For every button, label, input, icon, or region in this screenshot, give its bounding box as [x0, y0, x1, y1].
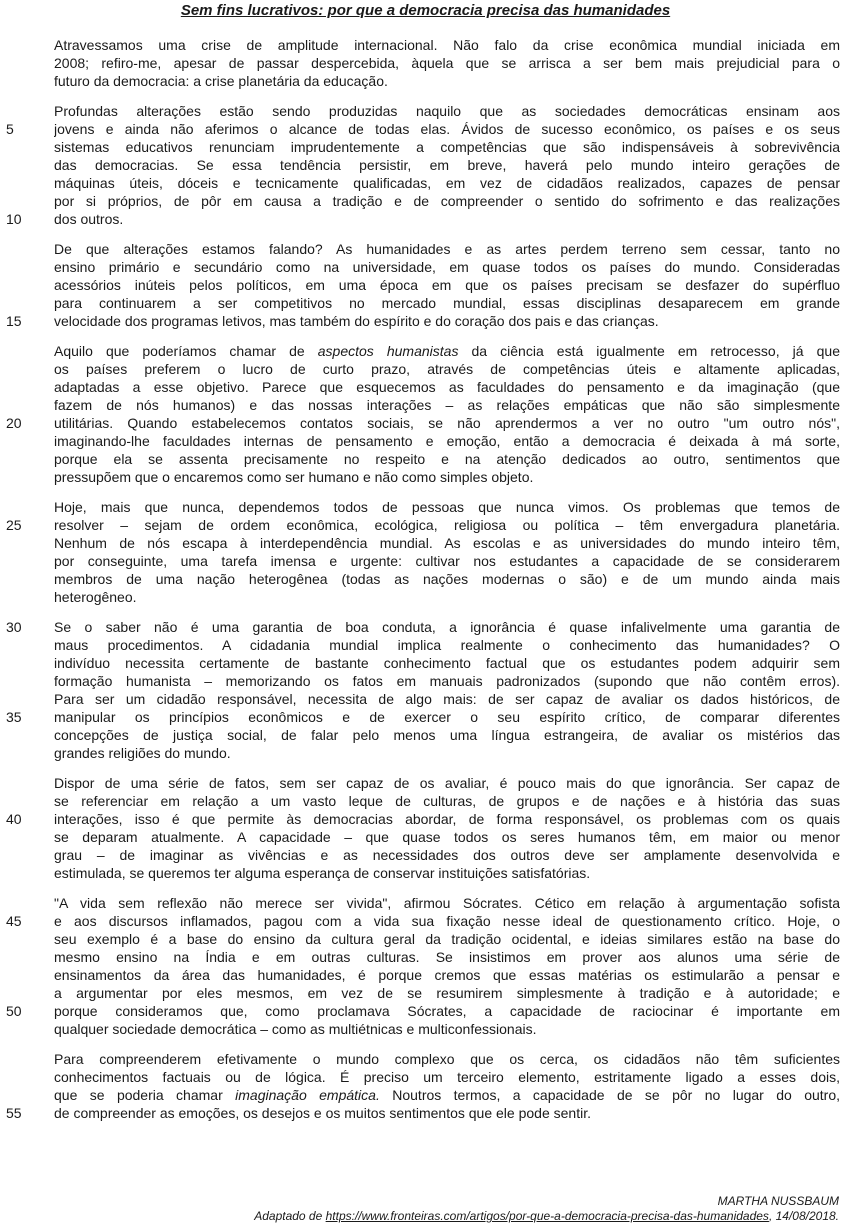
text-run: Aquilo que poderíamos chamar de: [54, 343, 305, 359]
text-line: Para compreenderem efetivamente o mundo complexo que os cerca, os cidadãos não têm suficientes: [54, 1051, 840, 1067]
source-link[interactable]: https://www.fronteiras.com/artigos/por-que-a-democracia-precisa-das-humanidades: [325, 1209, 769, 1223]
text-line: para continuarem a ser competitivos no mercado mundial, essas disciplinas desaparecem em grande: [54, 295, 840, 311]
text-line: grandes religiões do mundo.: [54, 745, 231, 761]
text-line: sistemas educativos renunciam imprudentemente a competências que são indispensáveis à sobrevivência: [54, 139, 840, 155]
text-line: mesmo ensino na Índia e em outras culturas. Se insistimos em prover aos alunos uma série de: [54, 949, 840, 965]
text-line: Para ser um cidadão responsável, necessita de algo mais: de ser capaz de avaliar os dados históricos, de: [54, 691, 840, 707]
text-line: membros de uma nação heterogênea (todas as nações modernas o são) e de um mundo ainda mais: [54, 571, 840, 587]
text-line: por si próprios, de pôr em causa a tradição e de compreender o sentido do sofrimento e das realizações: [54, 193, 840, 209]
source-citation: [254, 1209, 839, 1224]
text-line: De que alterações estamos falando? As humanidades e as artes perdem terreno sem cessar, tanto no: [54, 241, 840, 257]
line-number: 50: [6, 1003, 22, 1019]
text-line: Se o saber não é uma garantia de boa conduta, a ignorância é quase infalivelmente uma garantia de: [54, 619, 840, 635]
text-line: futuro da democracia: a crise planetária da educação.: [54, 73, 388, 89]
text-line: velocidade dos programas letivos, mas também do espírito e do coração dos pais e das crianças.: [54, 313, 659, 329]
text-line: jovens e ainda não aferimos o alcance de todas elas. Ávidos de sucesso econômico, os países e os seus: [54, 121, 840, 137]
text-line: porque ela se assenta precisamente no respeito e na atenção dedicados ao outro, sentimentos que: [54, 451, 840, 467]
line-number: 20: [6, 415, 22, 431]
text-line: concepções de justiça social, de falar pelo menos uma língua estrangeira, de avaliar os mistérios das: [54, 727, 840, 743]
text-line: ensinamentos da área das humanidades, é porque cremos que essas matérias os estimularão a pensar e: [54, 967, 840, 983]
text-line: imaginando-lhe faculdades internas de pensamento e emoção, então a democracia é deixada à má sorte,: [54, 433, 840, 449]
text-line: das democracias. Se essa tendência persistir, em breve, haverá pelo mundo inteiro gerações de: [54, 157, 840, 173]
text-line: pressupõem que o encaremos como ser humano e não como simples objeto.: [54, 469, 534, 485]
text-line: se deparam atualmente. A capacidade – que quase todos os seres humanos têm, em maior ou menor: [54, 829, 840, 845]
text-line: conhecimentos factuais ou de lógica. É preciso um terceiro elemento, estritamente ligado a esses dois,: [54, 1069, 840, 1085]
text-line: e aos discursos inflamados, pagou com a vida sua fixação nesse ideal de questionamento crítico. Hoje, o: [54, 913, 840, 929]
text-line: seu exemplo é a base do ensino da cultura geral da tradição ocidental, e ideias similares estão na base do: [54, 931, 840, 947]
source-date: , 14/08/2018.: [768, 1209, 839, 1223]
text-line: a argumentar por eles mesmos, em vez de se resumirem simplesmente à tradição e à autoridade; e: [54, 985, 840, 1001]
text-line: indivíduo necessita certamente de bastante conhecimento factual que os estudantes podem adquirir sem: [54, 655, 840, 671]
line-number: 30: [6, 619, 22, 635]
line-number: 25: [6, 517, 22, 533]
text-line: "A vida sem reflexão não merece ser vivida", afirmou Sócrates. Cético em relação à argumentação sofista: [54, 895, 840, 911]
line-number: 15: [6, 313, 22, 329]
line-number: 45: [6, 913, 22, 929]
text-line: manipular os princípios econômicos e de exercer o seu espírito crítico, de comparar diferentes: [54, 709, 840, 725]
text-run: que se poderia chamar: [54, 1087, 223, 1103]
page-title: Sem fins lucrativos: por que a democracia precisa das humanidades: [180, 2, 671, 19]
text-line: grau – de imaginar as vivências e as necessidades dos outros deve ser amplamente desenvolvida e: [54, 847, 840, 863]
source-prefix: Adaptado de: [254, 1209, 323, 1223]
text-line: maus procedimentos. A cidadania mundial implica realmente o conhecimento das humanidades? O: [54, 637, 840, 653]
text-line: [54, 342, 840, 360]
text-line: por conseguinte, uma tarefa imensa e urgente: cultivar nos estudantes a capacidade de se considerarem: [54, 553, 840, 569]
text-line: Nenhum de nós escapa à interdependência mundial. As escolas e as universidades do mundo inteiro têm,: [54, 535, 840, 551]
text-line: porque consideramos que, como proclamava Sócrates, a capacidade de raciocinar é importante em: [54, 1003, 840, 1019]
text-line: estimulada, se queremos ter alguma esperança de conservar instituições satisfatórias.: [54, 865, 591, 881]
text-line: Profundas alterações estão sendo produzidas naquilo que as sociedades democráticas ensinam aos: [54, 103, 840, 119]
text-run: Noutros termos, a capacidade de se pôr no lugar do outro,: [392, 1087, 840, 1103]
text-line: utilitárias. Quando estabelecemos contatos sociais, se não aprendermos a ver no outro "um outro nós",: [54, 415, 840, 431]
line-number: 5: [6, 121, 14, 137]
text-line: de compreender as emoções, os desejos e os muitos sentimentos que ele pode sentir.: [54, 1105, 591, 1121]
text-line: Dispor de uma série de fatos, sem ser capaz de os avaliar, é pouco mais do que ignorância. Ser capaz de: [54, 775, 840, 791]
italic-term: imaginação empática.: [235, 1087, 380, 1103]
text-line: Hoje, mais que nunca, dependemos todos de pessoas que nunca vimos. Os problemas que temos de: [54, 499, 840, 515]
text-line: máquinas úteis, dóceis e tecnicamente qualificadas, em vez de cidadãos realizados, capazes de pensar: [54, 175, 840, 191]
line-number: 55: [6, 1105, 22, 1121]
text-line: Atravessamos uma crise de amplitude internacional. Não falo da crise econômica mundial iniciada em: [54, 37, 840, 53]
text-line: resolver – sejam de ordem econômica, ecológica, religiosa ou política – têm envergadura planetária.: [54, 517, 840, 533]
text-line: os países preferem o lucro de curto prazo, através de competências úteis e altamente aplicadas,: [54, 361, 840, 377]
text-line: fazem de nós humanos) e das nossas interações – as relações empáticas que não são simplesmente: [54, 397, 840, 413]
text-line: adaptadas a esse objetivo. Parece que esquecemos as faculdades do pensamento e da imaginação (que: [54, 379, 840, 395]
text-run: da ciência está igualmente em retrocesso, já que: [471, 343, 840, 359]
text-line: formação humanista – memorizando os fatos em manuais padronizados (supondo que não contêm erros).: [54, 673, 840, 689]
text-line: acessórios inúteis pelos políticos, em uma época em que os países precisam se desfazer do supérfluo: [54, 277, 840, 293]
text-line: dos outros.: [54, 211, 124, 227]
text-line: 2008; refiro-me, apesar de passar despercebida, àquela que se arrisca a ser bem mais prejudicial para o: [54, 55, 840, 71]
author-name: MARTHA NUSSBAUM: [717, 1194, 839, 1208]
text-line: ensino primário e secundário como na universidade, em quase todos os países do mundo. Consideradas: [54, 259, 840, 275]
line-number: 10: [6, 211, 22, 227]
text-line: interações, isso é que permite às democracias abordar, de forma responsável, os problemas com os quais: [54, 811, 840, 827]
line-number: 35: [6, 709, 22, 725]
text-line: se referenciar em relação a um vasto leque de culturas, de grupos e de nações e à história das suas: [54, 793, 840, 809]
text-line: qualquer sociedade democrática – como as multiétnicas e multiconfessionais.: [54, 1021, 537, 1037]
italic-term: aspectos humanistas: [317, 343, 459, 359]
line-number: 40: [6, 811, 22, 827]
text-line: heterogêneo.: [54, 589, 137, 605]
text-line: [54, 1086, 840, 1104]
